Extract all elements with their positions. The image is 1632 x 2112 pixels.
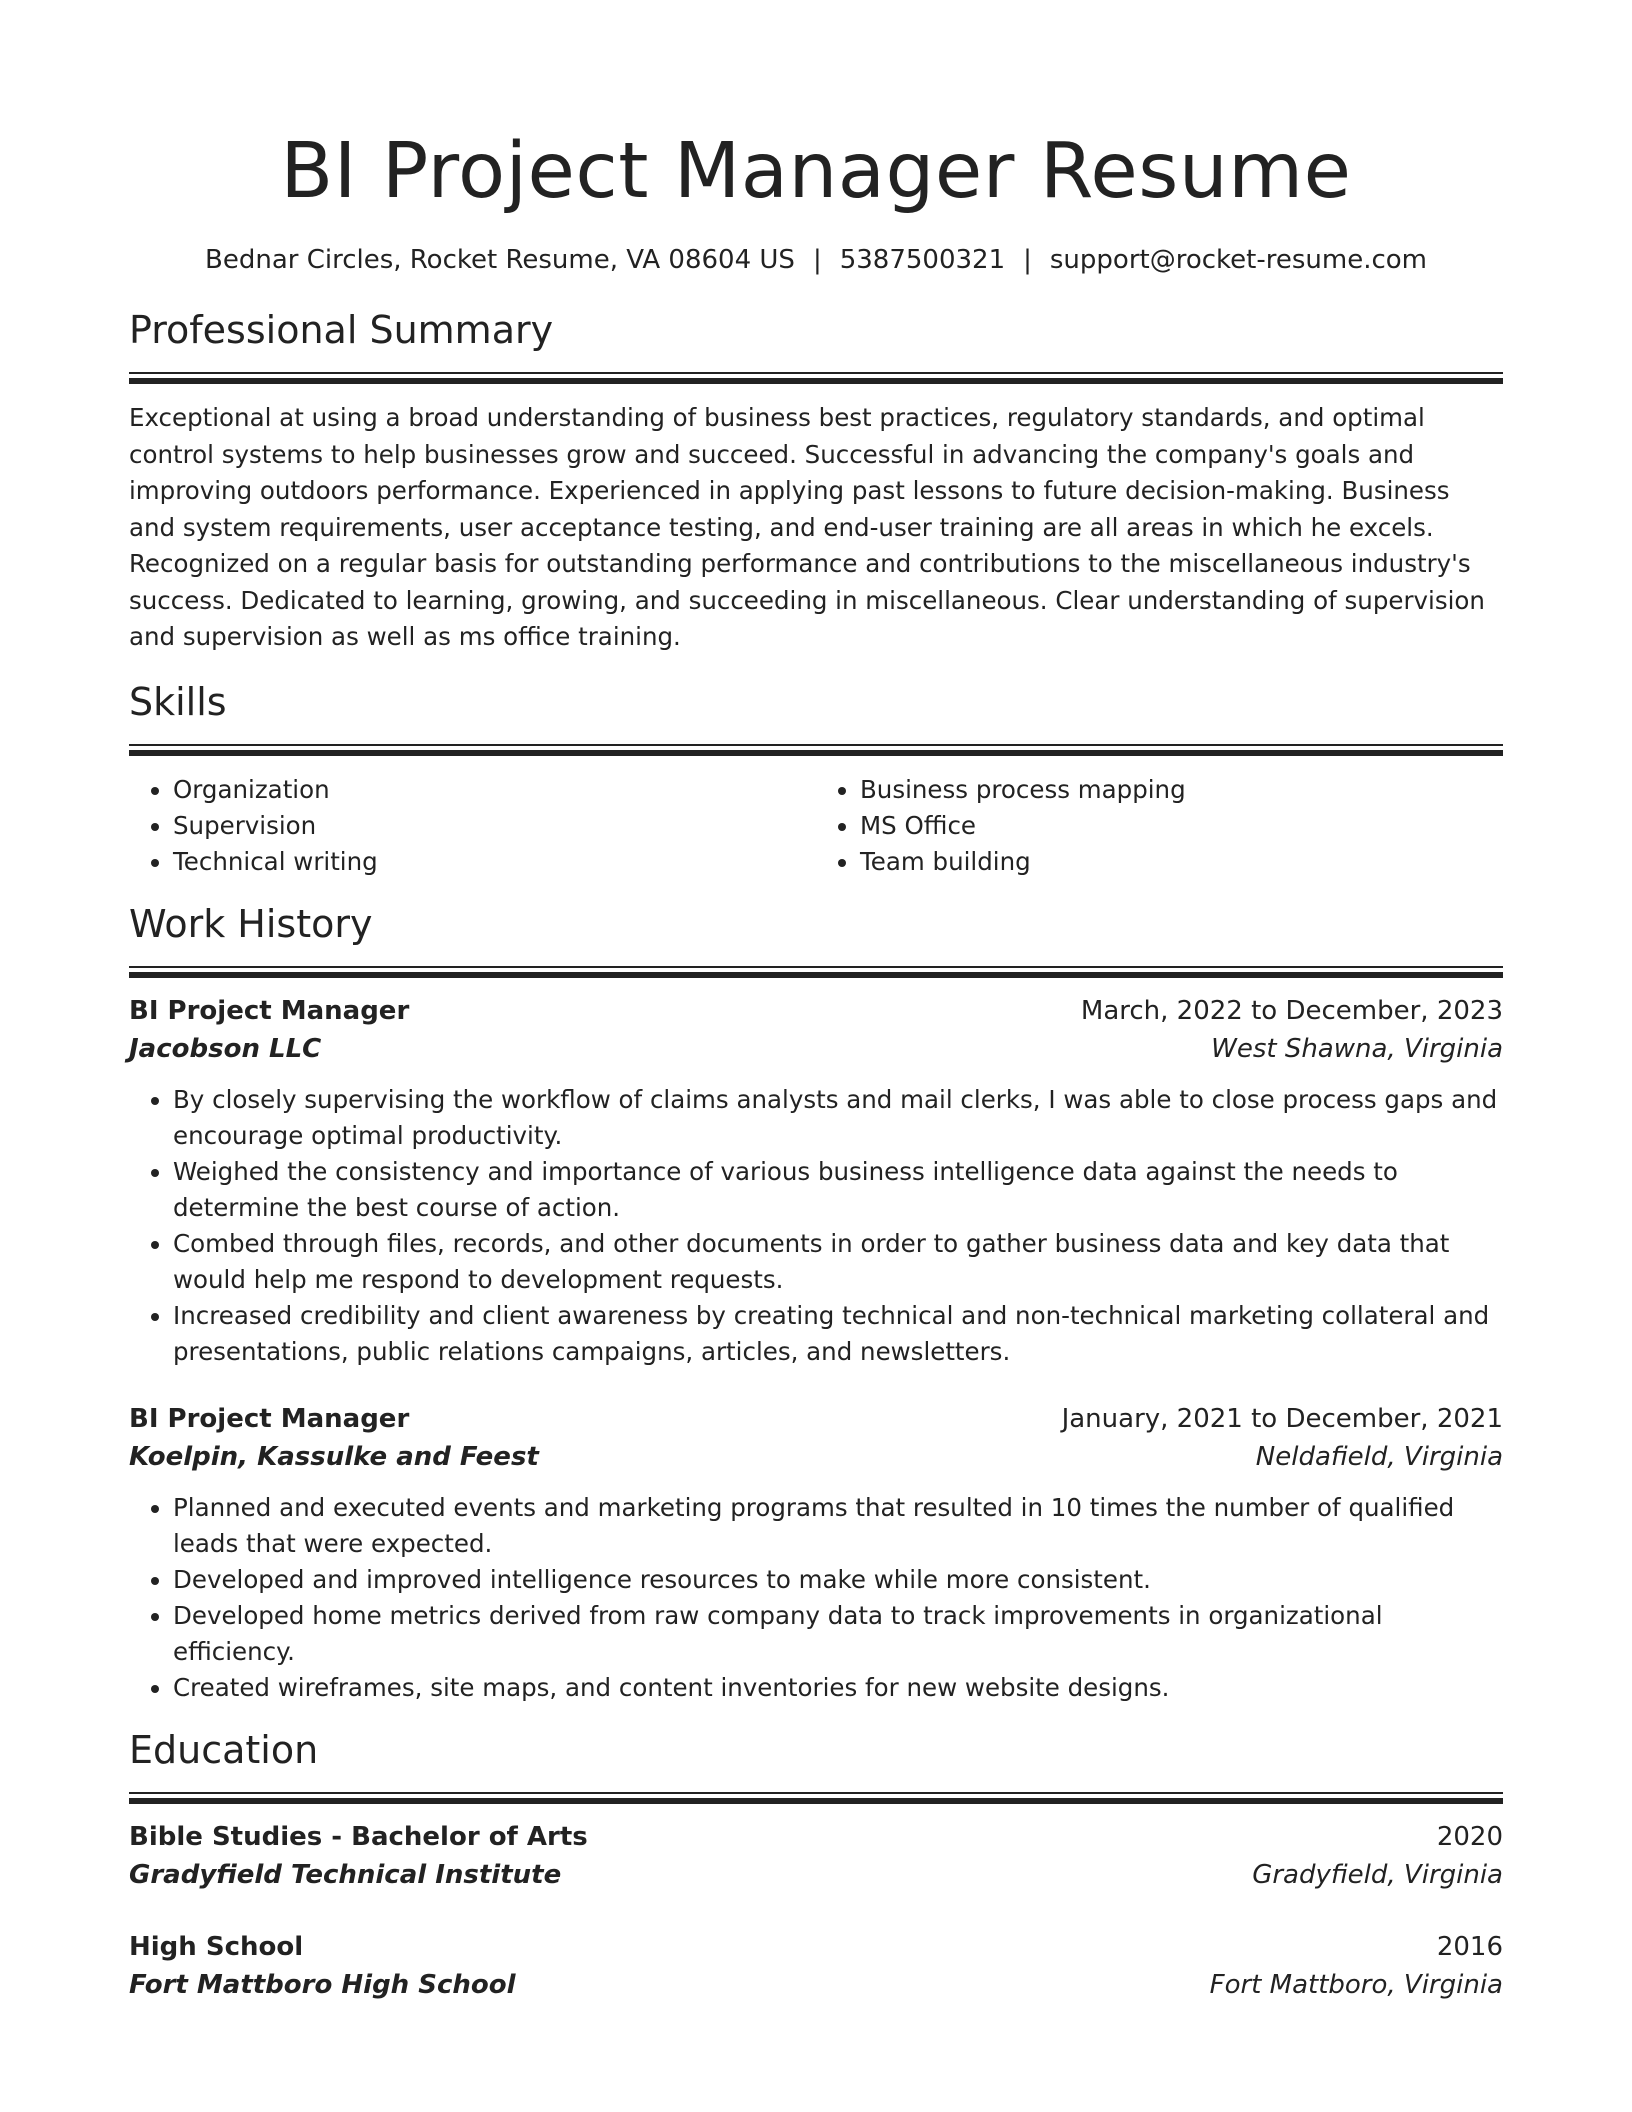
summary-text: Exceptional at using a broad understanding of business best practices, regulatory standards, and optimal control systems to help businesses grow and succeed. Successful in advancing the company's goals and improving outdoors performance. Experienced in applying past lessons to future decision-making. Business and system requirements, user acceptance testing, and end-user training are all areas in which he excels. Recognized on a regular basis for outstanding performance and contributions to the miscellaneous industry's success. Dedicated to learning, growing, and succeeding in miscellaneous. Clear understanding of supervision and supervision as well as ms office training. [129,403,1485,651]
section-divider [129,966,1503,978]
job-bullets [129,1490,1503,1706]
skills-list-left [129,772,816,880]
skills-columns [129,772,1503,880]
education-section [129,1724,1503,2004]
section-divider [129,372,1503,384]
job-bullet: • Combed through files, records, and other documents in order to gather business data and key data that would help me respond to development requests. [173,1226,1503,1298]
education-entry [129,1818,1503,1894]
contact-phone: 5387500321 [839,245,1006,275]
job-entry [129,992,1503,1370]
education-degree: Bible Studies - Bachelor of Arts [129,1821,588,1852]
contact-address: Bednar Circles, Rocket Resume, VA 08604 US [205,245,795,275]
education-year: 2020 [1436,1821,1503,1852]
job-company-row [129,1030,1503,1068]
skills-list-right [816,772,1503,880]
job-company-row [129,1438,1503,1476]
skill-item: • Supervision [173,808,816,844]
skill-item: • Team building [860,844,1503,880]
job-company: Jacobson LLC [129,1033,322,1064]
resume-title: BI Project Manager Resume [280,127,1352,216]
education-school-row [129,1856,1503,1894]
job-entry [129,1400,1503,1706]
job-bullet: • Planned and executed events and marketing programs that resulted in 10 times the number of qualified leads that were expected. [173,1490,1503,1562]
job-company: Koelpin, Kassulke and Feest [129,1441,539,1472]
job-bullet: • Weighed the consistency and importance of various business intelligence data against the needs to determine the best course of action. [173,1154,1503,1226]
education-header-row [129,1928,1503,1966]
education-degree: High School [129,1931,304,1962]
contact-separator: | [812,245,822,275]
job-header-row [129,1400,1503,1438]
job-bullets [129,1082,1503,1370]
section-divider [129,744,1503,756]
education-location: Gradyfield, Virginia [1252,1859,1503,1890]
skill-item: • Business process mapping [860,772,1503,808]
education-school: Fort Mattboro High School [129,1969,516,2000]
skills-heading: Skills [129,679,227,724]
job-bullet: • By closely supervising the workflow of claims analysts and mail clerks, I was able to close process gaps and encourage optimal productivity. [173,1082,1503,1154]
contact-line [129,242,1503,278]
education-heading: Education [129,1727,319,1772]
job-bullet: • Developed and improved intelligence resources to make while more consistent. [173,1562,1503,1598]
section-divider [129,1792,1503,1804]
education-year: 2016 [1436,1931,1503,1962]
job-dates: March, 2022 to December, 2023 [1080,995,1503,1026]
education-header-row [129,1818,1503,1856]
job-title: BI Project Manager [129,1403,410,1434]
skill-item: • Organization [173,772,816,808]
job-location: Neldafield, Virginia [1255,1441,1503,1472]
summary-section [129,304,1503,656]
job-dates: January, 2021 to December, 2021 [1061,1403,1503,1434]
contact-separator: | [1023,245,1032,275]
skills-section [129,676,1503,880]
work-heading: Work History [129,901,373,946]
skill-item: • Technical writing [173,844,816,880]
job-location: West Shawna, Virginia [1211,1033,1503,1064]
work-section [129,898,1503,1706]
job-bullet: • Developed home metrics derived from raw company data to track improvements in organizational efficiency. [173,1598,1503,1670]
contact-email: support@rocket-resume.com [1049,245,1427,275]
education-school-row [129,1966,1503,2004]
education-entry [129,1928,1503,2004]
summary-heading: Professional Summary [129,308,554,352]
education-location: Fort Mattboro, Virginia [1209,1969,1503,2000]
skill-item: • MS Office [860,808,1503,844]
job-bullet: • Created wireframes, site maps, and content inventories for new website designs. [173,1670,1503,1706]
education-school: Gradyfield Technical Institute [129,1859,562,1890]
job-title: BI Project Manager [129,995,410,1026]
job-bullet: • Increased credibility and client awareness by creating technical and non-technical marketing collateral and presentations, public relations campaigns, articles, and newsletters. [173,1298,1503,1370]
job-header-row [129,992,1503,1030]
